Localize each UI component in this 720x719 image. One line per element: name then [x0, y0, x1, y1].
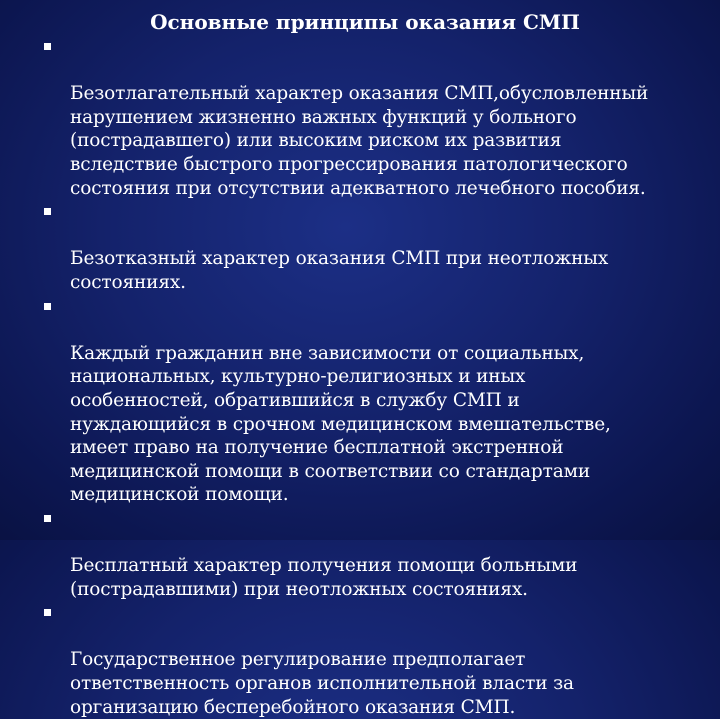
bullet-item: [41, 295, 711, 507]
square-bullet-icon: [44, 515, 51, 522]
square-bullet-icon: [44, 208, 51, 215]
bullet-item: [41, 200, 711, 294]
bullet-list: [41, 35, 711, 719]
bullet-text: Безотказный характер оказания СМП при неотложных состояниях.: [70, 248, 609, 293]
square-bullet-icon: [44, 609, 51, 616]
bullet-item: [41, 35, 711, 200]
square-bullet-icon: [44, 43, 51, 50]
bullet-text: Каждый гражданин вне зависимости от социальных, национальных, культурно-религиозных и иных особенностей, обратившийся в службу СМП и нуждающийся в срочном медицинском вмешательстве, имеет право на получение бесплатной экстренной медицинской помощи в соответствии со стандартами медицинской помощи.: [70, 342, 611, 506]
bullet-text: Государственное регулирование предполагает ответственность органов исполнительной власти за организацию бесперебойного оказания СМП.: [70, 649, 574, 718]
bullet-item: [41, 507, 711, 601]
slide-title: Основные принципы оказания СМП: [150, 10, 580, 34]
square-bullet-icon: [44, 303, 51, 310]
bullet-item: [41, 601, 711, 719]
bullet-text: Безотлагательный характер оказания СМП,обусловленный нарушением жизненно важных функций у больного (пострадавшего) или высоким риском их развития вследствие быстрого прогрессирования патологического состояния при отсутствии адекватного лечебного пособия.: [70, 83, 649, 199]
bullet-text: Бесплатный характер получения помощи больными (пострадавшими) при неотложных состояниях.: [70, 555, 578, 600]
